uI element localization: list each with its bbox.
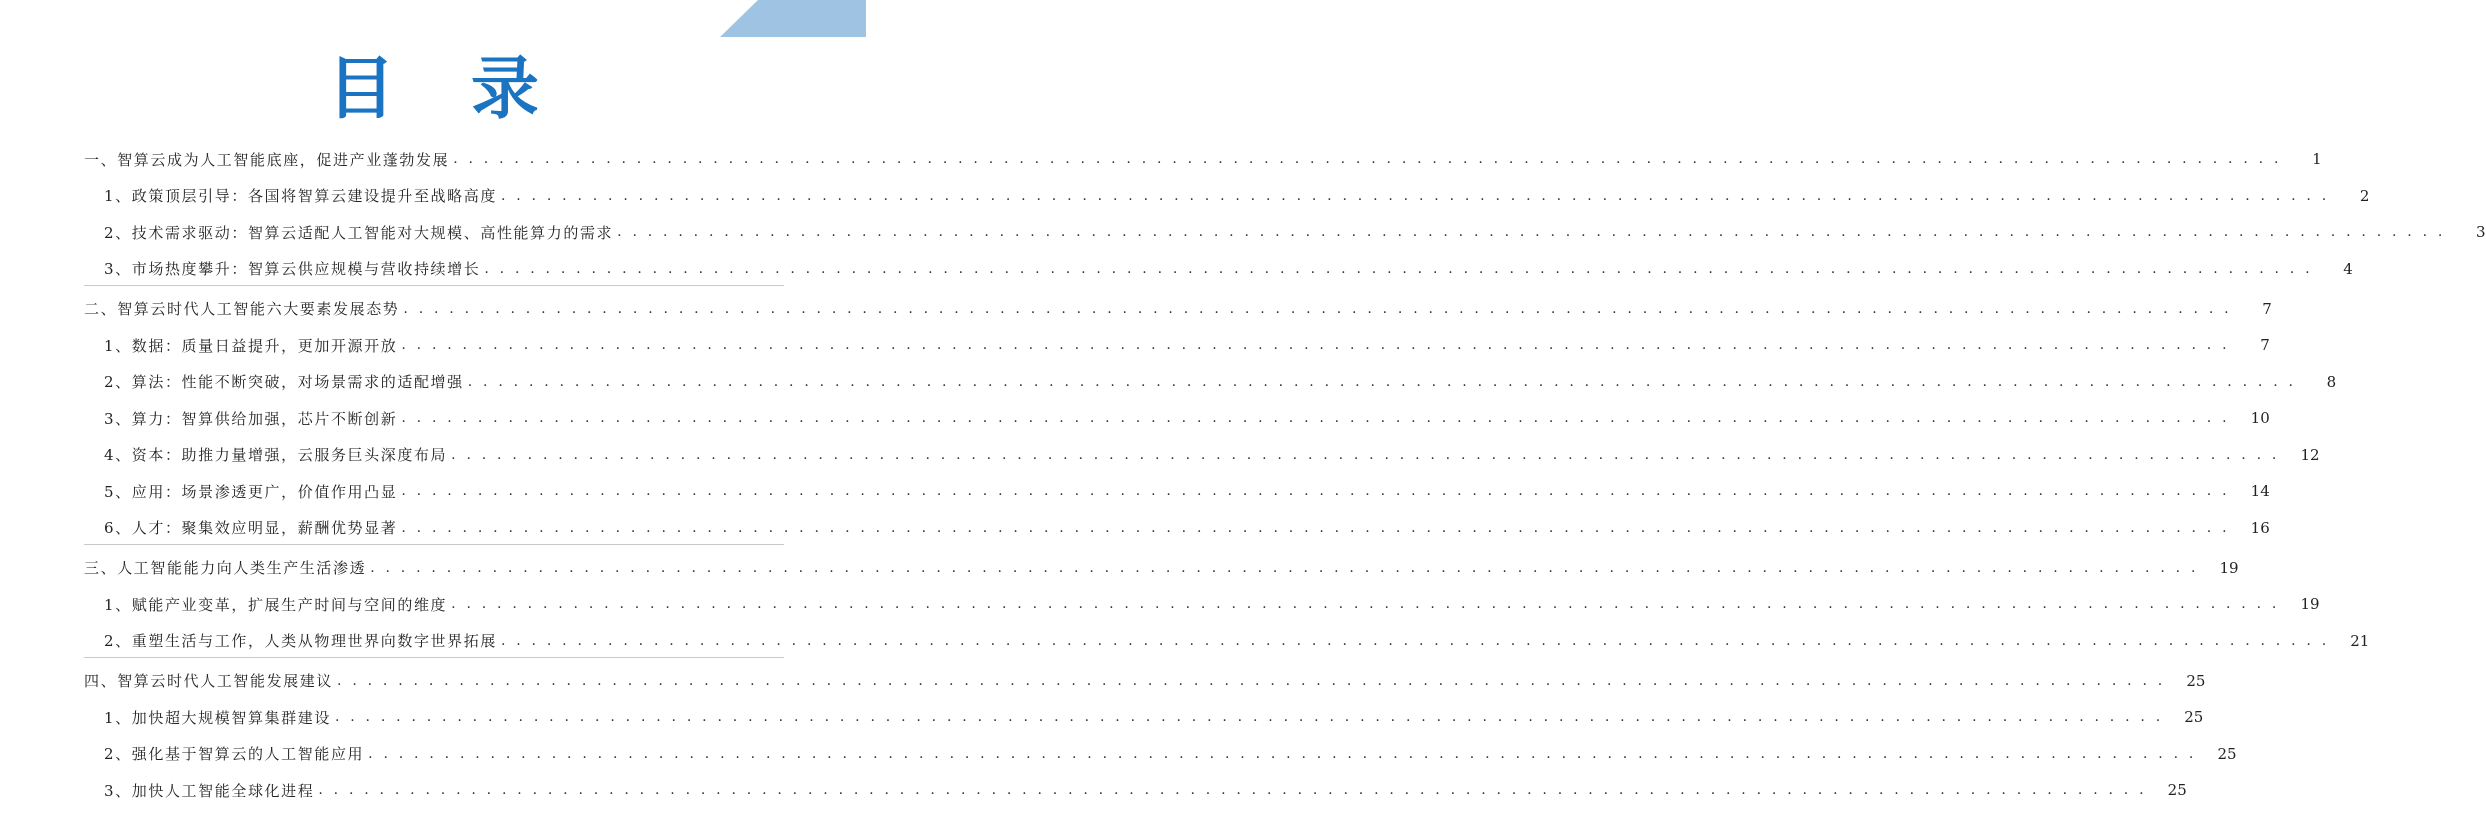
toc-page-number: 2 (2359, 186, 2370, 205)
toc-entry[interactable] (0, 513, 2270, 543)
toc-entry-label: 三、人工智能能力向人类生产生活渗透 (84, 559, 367, 577)
toc-entry-label: 2、算法：性能不断突破，对场景需求的适配增强 (104, 373, 464, 391)
toc-entry-label: 3、加快人工智能全球化进程 (104, 781, 315, 800)
dot-leader: . . . . . . . . . . . . . . . . . . . . . . . . . . . . . . . . . . . . . . . . . . . . . . . . . . . . . . . . . . . . . . . . . . . . . . . . . . . . . . . . . . . . . . . . . . . . . . . . . . . . . . . . . . . . . . . . . . . . . . . . (401, 519, 2230, 536)
toc-entry[interactable] (0, 330, 2270, 360)
toc-entry-label: 6、人才：聚集效应明显，薪酬优势显著 (104, 519, 398, 537)
toc-page-number: 12 (2300, 445, 2320, 464)
toc-entry[interactable] (0, 254, 2353, 284)
dot-leader: . . . . . . . . . . . . . . . . . . . . . . . . . . . . . . . . . . . . . . . . . . . . . . . . . . . . . . . . . . . . . . . . . . . . . . . . . . . . . . . . . . . . . . . . . . . . . . . . . . . . . . . . . . . . . . . . . . . . . . . . (368, 745, 2197, 762)
toc-entry-label: 四、智算云时代人工智能发展建议 (84, 672, 334, 690)
toc-entry[interactable] (0, 476, 2270, 506)
toc-entry-label: 2、技术需求驱动：智算云适配人工智能对大规模、高性能算力的需求 (104, 223, 614, 242)
toc-page-number: 7 (2262, 299, 2272, 318)
dot-leader: . . . . . . . . . . . . . . . . . . . . . . . . . . . . . . . . . . . . . . . . . . . . . . . . . . . . . . . . . . . . . . . . . . . . . . . . . . . . . . . . . . . . . . . . . . . . . . . . . . . . . . . . . . . . . . . . . . . . . . . . (500, 632, 2330, 649)
toc-entry-label: 一、智算云成为人工智能底座，促进产业蓬勃发展 (84, 150, 450, 169)
toc-section-heading[interactable] (0, 666, 2206, 696)
toc-entry-label: 3、算力：智算供给加强，芯片不断创新 (104, 409, 398, 428)
toc-entry[interactable] (0, 702, 2204, 732)
dot-leader: . . . . . . . . . . . . . . . . . . . . . . . . . . . . . . . . . . . . . . . . . . . . . . . . . . . . . . . . . . . . . . . . . . . . . . . . . . . . . . . . . . . . . . . . . . . . . . . . . . . . . . . . . . . . . . . . . . . . . . . . (500, 187, 2330, 204)
toc-entry-label: 1、加快超大规模智算集群建设 (104, 708, 331, 727)
page-title: 目 录 (327, 50, 565, 129)
toc-entry[interactable] (0, 440, 2320, 470)
toc-page-number: 14 (2250, 482, 2270, 500)
dot-leader: . . . . . . . . . . . . . . . . . . . . . . . . . . . . . . . . . . . . . . . . . . . . . . . . . . . . . . . . . . . . . . . . . . . . . . . . . . . . . . . . . . . . . . . . . . . . . . . . . . . . . . . . . . . . . . . . . . . . . . . . (318, 782, 2147, 798)
toc-entry-label: 5、应用：场景渗透更广，价值作用凸显 (104, 482, 398, 501)
section-divider (84, 657, 784, 658)
section-divider (84, 285, 784, 286)
dot-leader: . . . . . . . . . . . . . . . . . . . . . . . . . . . . . . . . . . . . . . . . . . . . . . . . . . . . . . . . . . . . . . . . . . . . . . . . . . . . . . . . . . . . . . . . . . . . . . . . . . . . . . . . . . . . . . . . . . . . . . . . (467, 373, 2297, 390)
toc-section-heading[interactable] (0, 553, 2239, 583)
toc-page-number: 16 (2250, 518, 2270, 537)
dot-leader: . . . . . . . . . . . . . . . . . . . . . . . . . . . . . . . . . . . . . . . . . . . . . . . . . . . . . . . . . . . . . . . . . . . . . . . . . . . . . . . . . . . . . . . . . . . . . . . . . . . . . . . . . . . . . . . . . . . . . . . . (617, 224, 2446, 240)
dot-leader: . . . . . . . . . . . . . . . . . . . . . . . . . . . . . . . . . . . . . . . . . . . . . . . . . . . . . . . . . . . . . . . . . . . . . . . . . . . . . . . . . . . . . . . . . . . . . . . . . . . . . . . . . . . . . . . . . . . . . . . . (451, 596, 2280, 612)
dot-leader: . . . . . . . . . . . . . . . . . . . . . . . . . . . . . . . . . . . . . . . . . . . . . . . . . . . . . . . . . . . . . . . . . . . . . . . . . . . . . . . . . . . . . . . . . . . . . . . . . . . . . . . . . . . . . . . . . . . . . . . . (401, 337, 2230, 353)
toc-page-number: 1 (2312, 150, 2322, 168)
toc-section-heading[interactable] (0, 144, 2322, 174)
toc-entry[interactable] (0, 217, 2486, 247)
toc-entry[interactable] (0, 181, 2370, 211)
toc-entry-label: 2、强化基于智算云的人工智能应用 (104, 745, 365, 763)
toc-entry-label: 1、数据：质量日益提升，更加开源开放 (104, 336, 398, 355)
toc-entry-label: 4、资本：助推力量增强，云服务巨头深度布局 (104, 446, 448, 464)
toc-entry-label: 二、智算云时代人工智能六大要素发展态势 (84, 300, 400, 318)
dot-leader: . . . . . . . . . . . . . . . . . . . . . . . . . . . . . . . . . . . . . . . . . . . . . . . . . . . . . . . . . . . . . . . . . . . . . . . . . . . . . . . . . . . . . . . . . . . . . . . . . . . . . . . . . . . . . . . . . . . . . . . . (334, 709, 2164, 725)
toc-entry-label: 3、市场热度攀升：智算云供应规模与营收持续增长 (104, 260, 481, 278)
toc-page-number: 4 (2343, 259, 2353, 278)
toc-entry[interactable] (0, 367, 2337, 397)
toc-page-number: 25 (2217, 744, 2237, 763)
toc-page-number: 10 (2250, 409, 2270, 427)
toc-entry[interactable] (0, 626, 2370, 656)
toc-entry[interactable] (0, 589, 2320, 619)
toc-page-number: 25 (2184, 708, 2204, 726)
toc-entry[interactable] (0, 775, 2187, 805)
toc-page-number: 19 (2219, 558, 2239, 577)
dot-leader: . . . . . . . . . . . . . . . . . . . . . . . . . . . . . . . . . . . . . . . . . . . . . . . . . . . . . . . . . . . . . . . . . . . . . . . . . . . . . . . . . . . . . . . . . . . . . . . . . . . . . . . . . . . . . . . . . . . . . . . . (370, 559, 2199, 576)
toc-entry-label: 2、重塑生活与工作，人类从物理世界向数字世界拓展 (104, 632, 497, 650)
toc-page-number: 3 (2476, 223, 2486, 241)
dot-leader: . . . . . . . . . . . . . . . . . . . . . . . . . . . . . . . . . . . . . . . . . . . . . . . . . . . . . . . . . . . . . . . . . . . . . . . . . . . . . . . . . . . . . . . . . . . . . . . . . . . . . . . . . . . . . . . . . . . . . . . . (451, 446, 2280, 463)
dot-leader: . . . . . . . . . . . . . . . . . . . . . . . . . . . . . . . . . . . . . . . . . . . . . . . . . . . . . . . . . . . . . . . . . . . . . . . . . . . . . . . . . . . . . . . . . . . . . . . . . . . . . . . . . . . . . . . . . . . . . . . . (401, 410, 2230, 426)
toc-page-number: 19 (2300, 595, 2320, 613)
toc-page-number: 21 (2350, 631, 2370, 650)
dot-leader: . . . . . . . . . . . . . . . . . . . . . . . . . . . . . . . . . . . . . . . . . . . . . . . . . . . . . . . . . . . . . . . . . . . . . . . . . . . . . . . . . . . . . . . . . . . . . . . . . . . . . . . . . . . . . . . . . . . . . . . . (337, 672, 2166, 689)
dot-leader: . . . . . . . . . . . . . . . . . . . . . . . . . . . . . . . . . . . . . . . . . . . . . . . . . . . . . . . . . . . . . . . . . . . . . . . . . . . . . . . . . . . . . . . . . . . . . . . . . . . . . . . . . . . . . . . . . . . . . . . . (403, 300, 2232, 317)
toc-page-number: 7 (2260, 336, 2270, 354)
section-divider (84, 544, 784, 545)
toc-entry-label: 1、政策顶层引导：各国将智算云建设提升至战略高度 (104, 187, 497, 205)
toc-page-number: 8 (2326, 372, 2337, 391)
dot-leader: . . . . . . . . . . . . . . . . . . . . . . . . . . . . . . . . . . . . . . . . . . . . . . . . . . . . . . . . . . . . . . . . . . . . . . . . . . . . . . . . . . . . . . . . . . . . . . . . . . . . . . . . . . . . . . . . . . . . . . . . (453, 151, 2282, 167)
toc-section-heading[interactable] (0, 294, 2272, 324)
toc-page-number: 25 (2167, 781, 2187, 799)
toc-entry[interactable] (0, 403, 2270, 433)
dot-leader: . . . . . . . . . . . . . . . . . . . . . . . . . . . . . . . . . . . . . . . . . . . . . . . . . . . . . . . . . . . . . . . . . . . . . . . . . . . . . . . . . . . . . . . . . . . . . . . . . . . . . . . . . . . . . . . . . . . . . . . . (484, 260, 2313, 277)
toc-page-number: 25 (2186, 671, 2206, 690)
toc-entry-label: 1、赋能产业变革，扩展生产时间与空间的维度 (104, 595, 448, 614)
dot-leader: . . . . . . . . . . . . . . . . . . . . . . . . . . . . . . . . . . . . . . . . . . . . . . . . . . . . . . . . . . . . . . . . . . . . . . . . . . . . . . . . . . . . . . . . . . . . . . . . . . . . . . . . . . . . . . . . . . . . . . . . (401, 483, 2230, 499)
corner-decoration (720, 0, 866, 37)
toc-entry[interactable] (0, 739, 2237, 769)
